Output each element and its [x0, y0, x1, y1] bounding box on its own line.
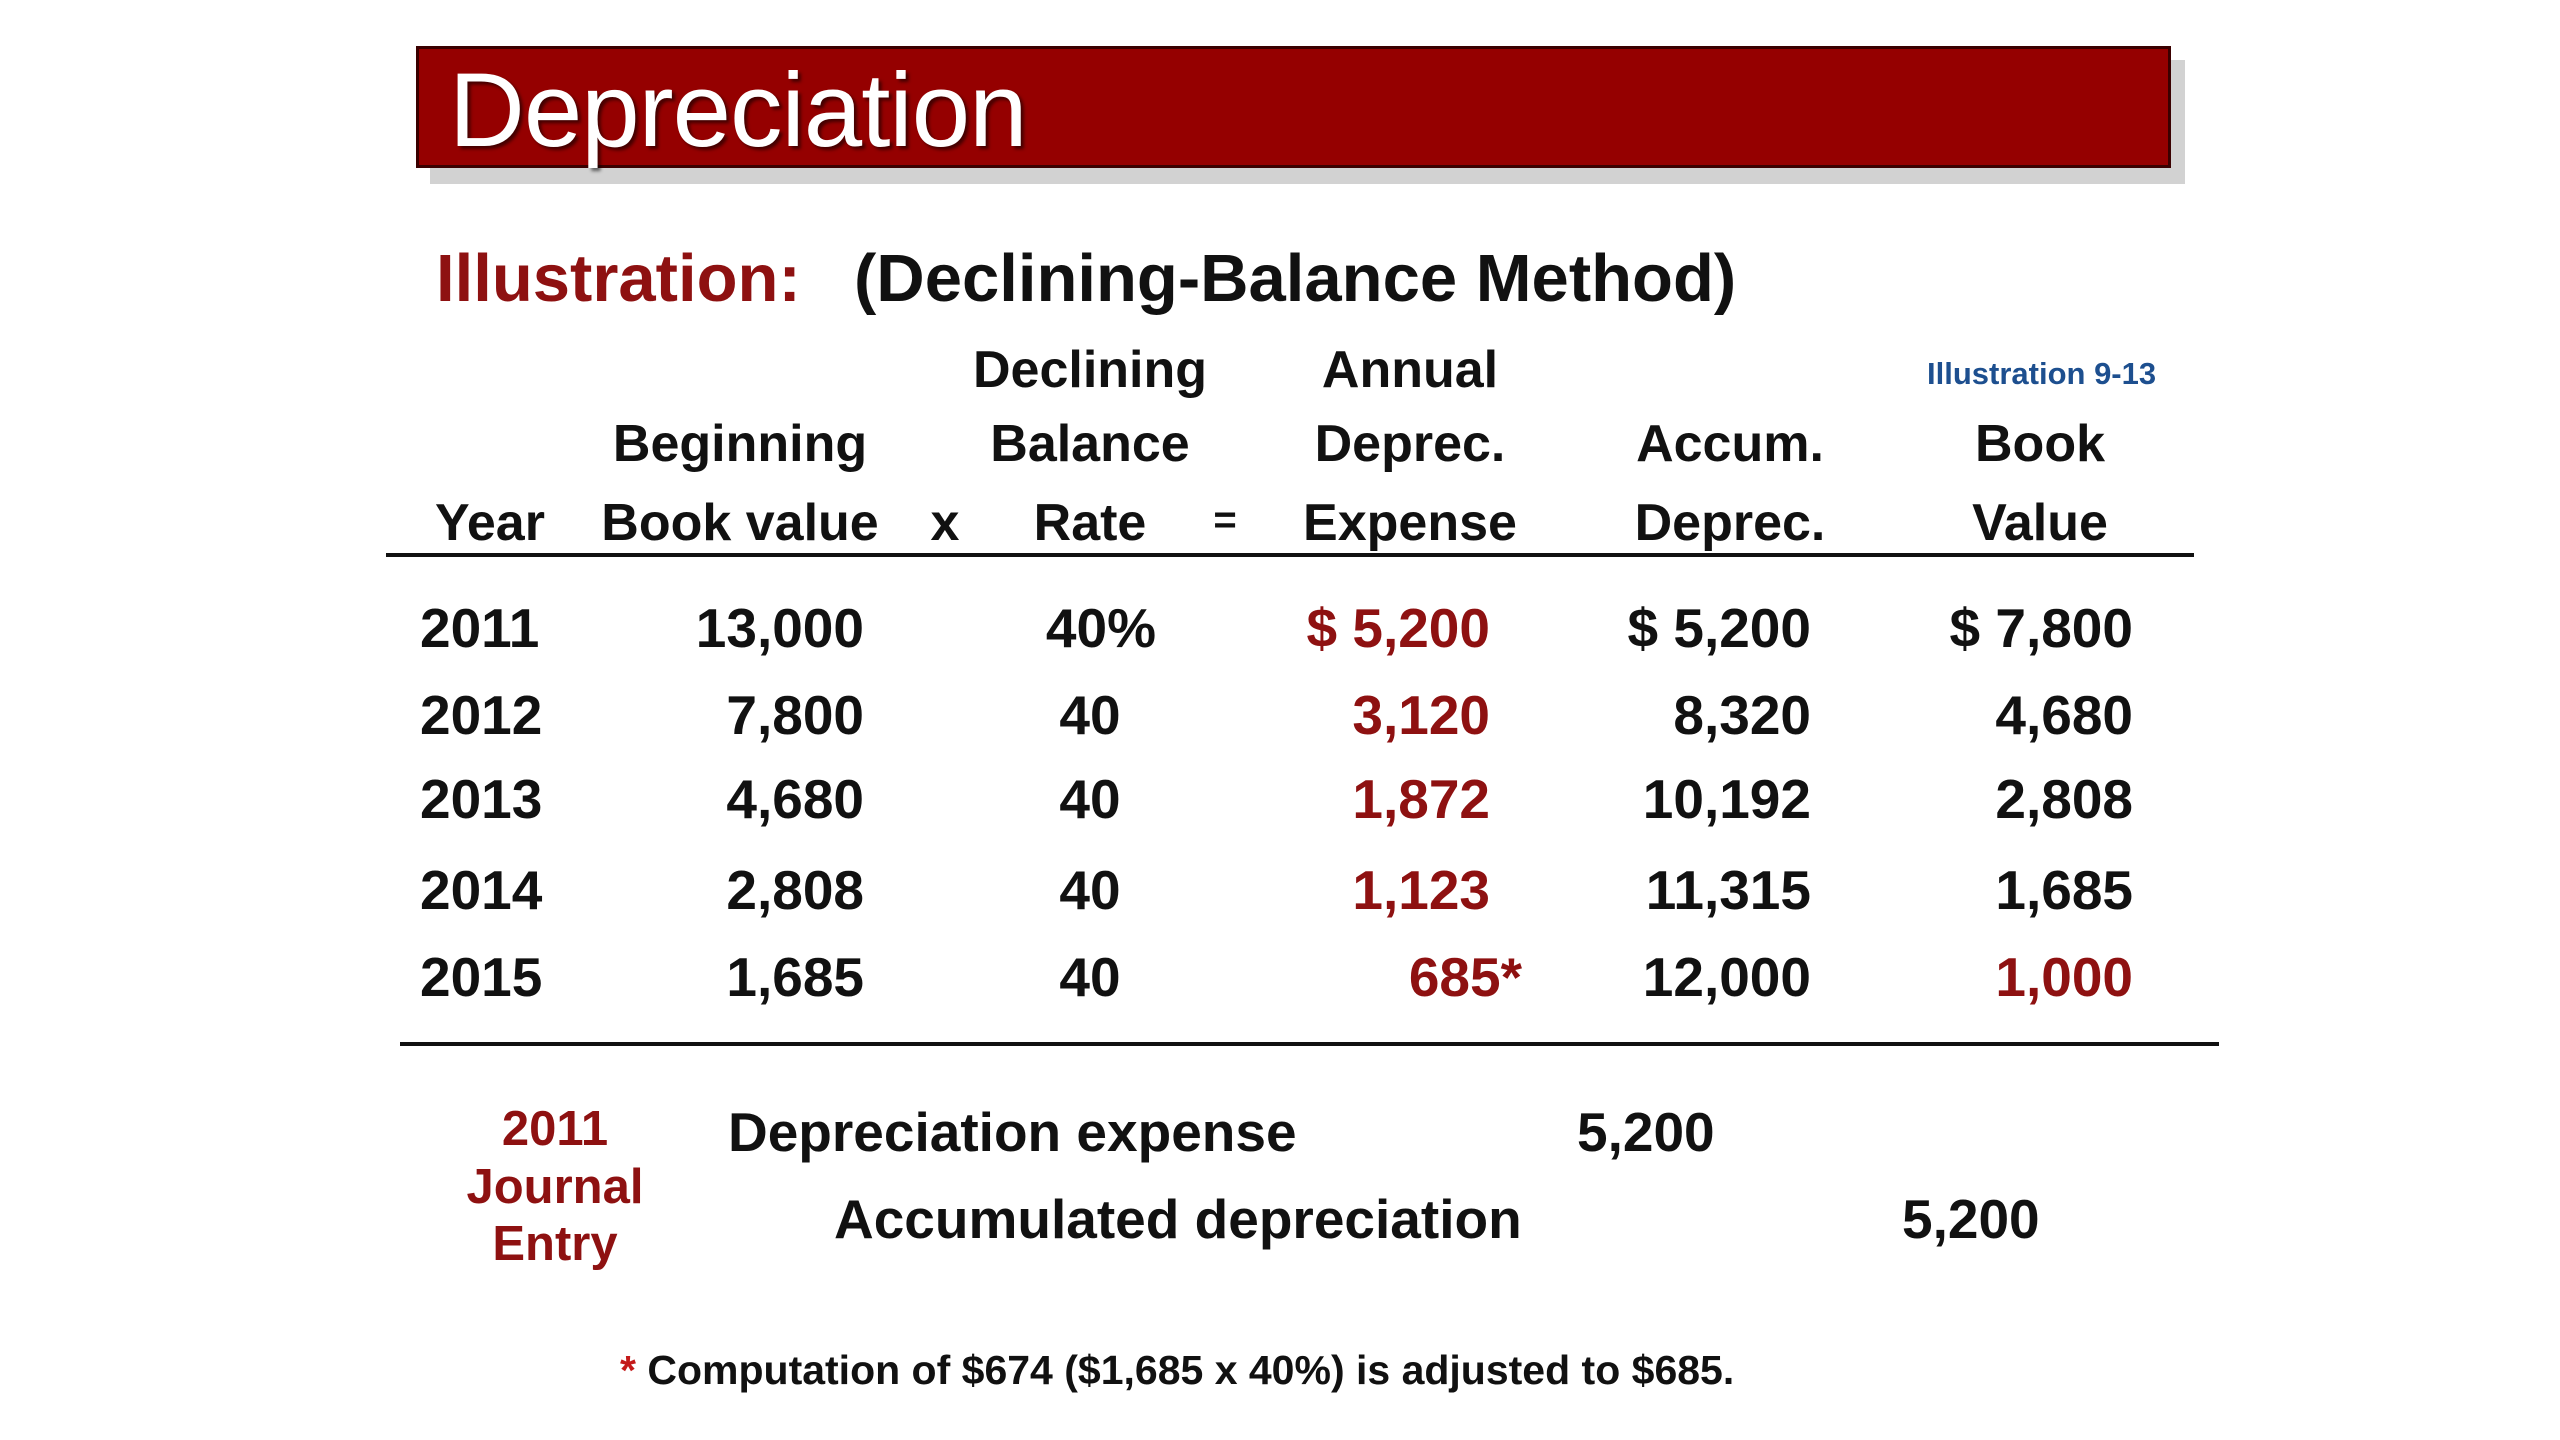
cell-book: 1,685 [1995, 859, 2133, 921]
cell-expense: $ 5,200 [1306, 597, 1490, 659]
cell-beginning: 7,800 [726, 684, 864, 746]
header-expense-3: Expense [1303, 494, 1517, 552]
cell-rate: 40 [1059, 768, 1121, 830]
footnote-text: Computation of $674 ($1,685 x 40%) is adjusted to $685. [647, 1347, 1735, 1393]
cell-book: 2,808 [1995, 768, 2133, 830]
cell-expense: 685* [1408, 946, 1522, 1008]
header-book-2: Value [1972, 494, 2108, 552]
cell-rate: 40 [1059, 684, 1121, 746]
journal-credit-amount: 5,200 [1902, 1188, 2040, 1250]
header-divider [386, 553, 2194, 557]
journal-label-entry: Entry [492, 1217, 618, 1271]
method-label: (Declining-Balance Method) [854, 241, 1737, 316]
cell-rate: 40% [1045, 597, 1156, 659]
header-accum-1: Accum. [1636, 415, 1824, 473]
cell-year: 2015 [420, 946, 543, 1008]
journal-label-year: 2011 [501, 1102, 609, 1156]
cell-rate: 40 [1059, 946, 1121, 1008]
cell-beginning: 4,680 [726, 768, 864, 830]
header-rate-3: Rate [1033, 494, 1147, 552]
header-year: Year [435, 494, 545, 552]
cell-beginning: 13,000 [695, 597, 864, 659]
cell-book: 4,680 [1995, 684, 2133, 746]
table-bottom-divider [400, 1042, 2219, 1046]
table-row [0, 596, 2560, 666]
cell-accum: 8,320 [1673, 684, 1811, 746]
cell-year: 2012 [420, 684, 543, 746]
table-row [0, 767, 2560, 837]
cell-accum: 10,192 [1642, 768, 1811, 830]
header-rate-2: Balance [990, 415, 1190, 473]
header-accum-2: Deprec. [1634, 494, 1826, 552]
cell-accum: $ 5,200 [1627, 597, 1811, 659]
header-book-1: Book [1975, 415, 2105, 473]
header-expense-2: Deprec. [1314, 415, 1506, 473]
cell-expense: 1,123 [1352, 859, 1490, 921]
header-beginning-1: Beginning [612, 415, 868, 473]
slide-title: Depreciation [449, 52, 1027, 169]
cell-year: 2014 [420, 859, 543, 921]
cell-beginning: 1,685 [726, 946, 864, 1008]
table-row [0, 945, 2560, 1015]
table-row [0, 858, 2560, 928]
cell-rate: 40 [1059, 859, 1121, 921]
cell-accum: 12,000 [1642, 946, 1811, 1008]
cell-accum: 11,315 [1645, 859, 1811, 921]
footnote [620, 1347, 1734, 1394]
table-row [0, 683, 2560, 753]
header-rate-1: Declining [972, 341, 1208, 399]
journal-label-journal: Journal [466, 1160, 644, 1214]
cell-year: 2011 [420, 597, 540, 659]
cell-expense: 1,872 [1352, 768, 1490, 830]
cell-beginning: 2,808 [726, 859, 864, 921]
header-beginning-2: Book value [601, 494, 879, 552]
journal-credit-account: Accumulated depreciation [834, 1188, 1522, 1250]
header-expense-1: Annual [1321, 341, 1499, 399]
cell-year: 2013 [420, 768, 543, 830]
illustration-label: Illustration: [436, 241, 801, 316]
journal-debit-amount: 5,200 [1577, 1101, 1715, 1163]
header-equals-sign: = [1213, 498, 1237, 542]
header-multiply-sign: x [930, 494, 960, 552]
footnote-asterisk: * [620, 1347, 636, 1393]
cell-expense: 3,120 [1352, 684, 1490, 746]
cell-book: 1,000 [1995, 946, 2133, 1008]
cell-book: $ 7,800 [1949, 597, 2133, 659]
illustration-reference: Illustration 9-13 [1927, 356, 2157, 391]
journal-debit-account: Depreciation expense [728, 1101, 1297, 1163]
